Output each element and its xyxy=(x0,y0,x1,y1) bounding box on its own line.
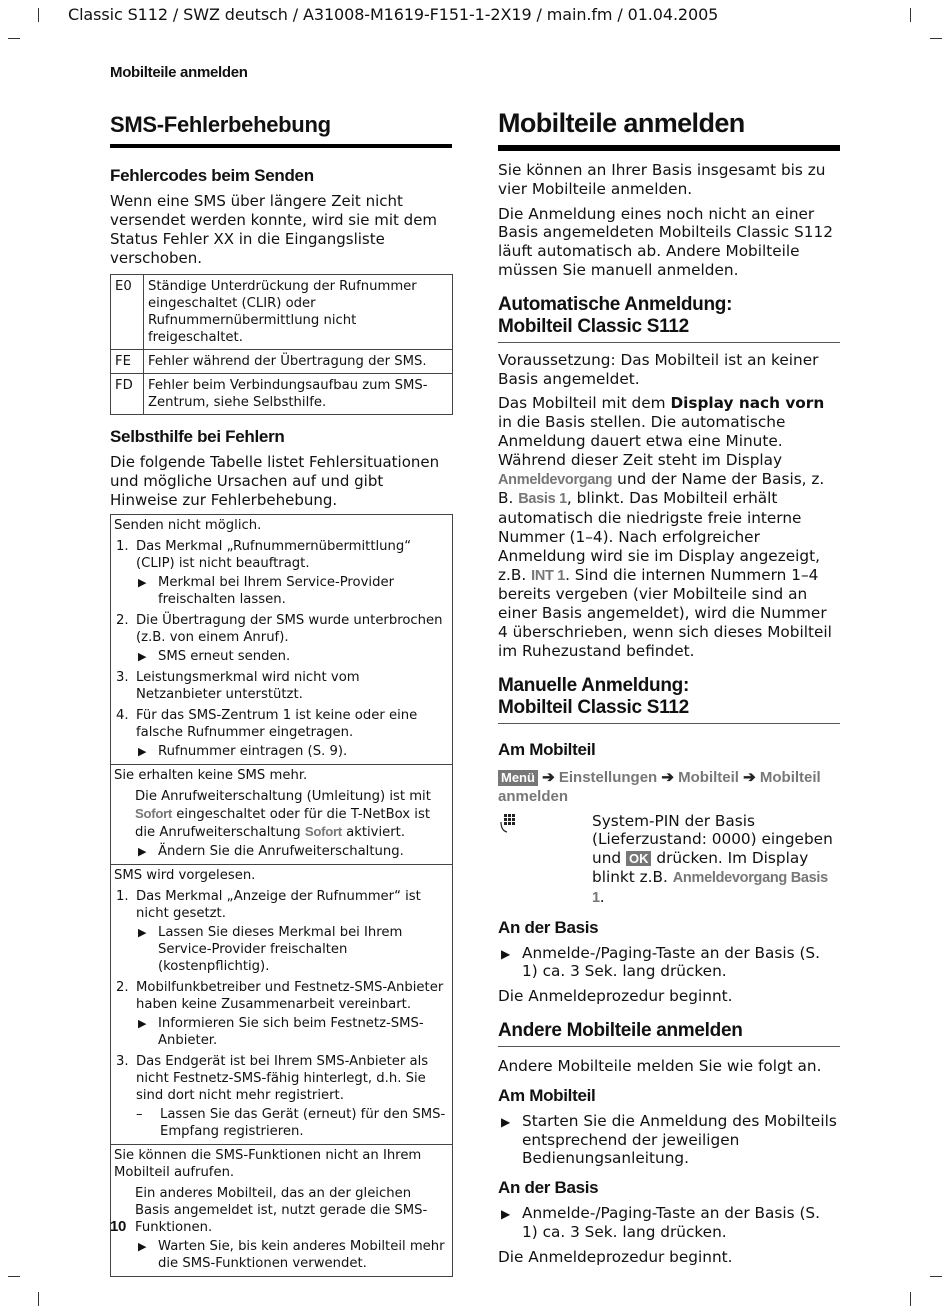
list-item: 1. Das Merkmal „Anzeige der Rufnummer“ ist nicht gesetzt. xyxy=(116,889,421,921)
problem-cause: Die Anrufweiterschaltung (Umleitung) ist mit Sofort eingeschaltet oder für die T-NetBox ist die Anrufweiterschaltung Sofort aktiviert. xyxy=(135,789,431,840)
list-item: ▶ SMS erneut senden. xyxy=(138,649,291,664)
arrow-right-icon: ➔ xyxy=(743,768,756,786)
problem-title: Sie können die SMS-Funktionen nicht an Ihrem Mobilteil aufrufen. xyxy=(114,1148,422,1180)
triangle-right-icon: ▶ xyxy=(501,1207,511,1222)
triangle-right-icon: ▶ xyxy=(501,1114,511,1129)
crop-mark xyxy=(910,1292,911,1306)
error-code: FE xyxy=(111,350,144,374)
list-item: – Lassen Sie das Gerät (erneut) für den SMS-Empfang registrieren. xyxy=(136,1107,446,1139)
menu-path: Menü ➔ Einstellungen ➔ Mobilteil ➔ Mobilteil anmelden xyxy=(498,768,821,805)
crop-mark xyxy=(8,1276,20,1277)
subheading-handset: Am Mobilteil xyxy=(498,739,596,759)
list-item: 3. Das Endgerät ist bei Ihrem SMS-Anbieter als nicht Festnetz-SMS-fähig hinterlegt, d.h. Sie sind dort nicht mehr registriert. xyxy=(116,1054,429,1103)
page-number: 10 xyxy=(110,1218,127,1235)
auto-registration-heading: Automatische Anmeldung: Mobilteil Classic S112 xyxy=(498,294,840,343)
keypad-icon xyxy=(498,812,520,834)
arrow-right-icon: ➔ xyxy=(661,768,674,786)
list-item: ▶ Anmelde-/Paging-Taste an der Basis (S. 1) ca. 3 Sek. lang drücken. xyxy=(501,943,820,981)
error-code-table xyxy=(110,274,453,415)
other-handsets-heading: Andere Mobilteile anmelden xyxy=(498,1020,840,1047)
crop-mark xyxy=(38,1292,39,1306)
subheading-handset: Am Mobilteil xyxy=(498,1085,596,1105)
error-codes-heading: Fehlercodes beim Senden xyxy=(110,166,314,185)
triangle-right-icon: ▶ xyxy=(138,1017,147,1030)
left-column xyxy=(110,112,452,1277)
list-item: ▶ Rufnummer eintragen (S. 9). xyxy=(138,744,348,759)
triangle-right-icon: ▶ xyxy=(138,576,147,589)
selfhelp-heading: Selbsthilfe bei Fehlern xyxy=(110,427,285,446)
list-item: ▶ Ändern Sie die Anrufweiterschaltung. xyxy=(138,844,404,859)
problem-title: Sie erhalten keine SMS mehr. xyxy=(114,768,308,783)
list-item: ▶ Merkmal bei Ihrem Service-Provider freischalten lassen. xyxy=(138,575,394,607)
error-description: Fehler während der Übertragung der SMS. xyxy=(144,350,453,374)
error-code: FD xyxy=(111,374,144,415)
list-item: 3. Leistungsmerkmal wird nicht vom Netzanbieter unterstützt. xyxy=(116,670,360,702)
triangle-right-icon: ▶ xyxy=(138,650,147,663)
triangle-right-icon: ▶ xyxy=(138,745,147,758)
table-row xyxy=(111,374,453,415)
ok-key: OK xyxy=(626,851,652,866)
triangle-right-icon: ▶ xyxy=(501,946,511,961)
right-column xyxy=(498,108,840,1266)
subheading-base: An der Basis xyxy=(498,1178,599,1198)
error-codes-intro: Wenn eine SMS über längere Zeit nicht versendet werden konnte, wird sie mit dem Status Fehler XX in die Eingangsliste verschoben. xyxy=(110,192,438,267)
list-item: ▶ Informieren Sie sich beim Festnetz-SMS-Anbieter. xyxy=(138,1016,424,1048)
menu-key: Menü xyxy=(498,770,538,786)
table-row xyxy=(111,275,453,350)
table-row xyxy=(111,1144,452,1276)
selfhelp-table xyxy=(110,514,453,1277)
crop-mark xyxy=(8,38,20,39)
list-item: ▶ Lassen Sie dieses Merkmal bei Ihrem Service-Provider freischalten (kostenpflichtig). xyxy=(138,925,403,974)
auto-description: Das Mobilteil mit dem Display nach vorn in die Basis stellen. Die automatische Anmeldung dauert etwa eine Minute. Während dieser Zeit steht im Display Anmeldevorgang und der Name der Basis, z. B. Basis 1, blinkt. Das Mobilteil erhält automatisch die niedrigste freie interne Nummer (1–4). Nach erfolgreicher Anmeldung wird sie im Display angezeigt, z.B. INT 1. Sind die internen Nummern 1–4 bereits vergeben (vier Mobilteile sind an einer Basis angemeldet), wird die Nummer 4 überschrieben, wenn sich dieses Mobilteil im Ruhezustand befindet. xyxy=(498,394,832,660)
problem-cause: Ein anderes Mobilteil, das an der gleichen Basis angemeldet ist, nutzt gerade die SMS-Funktionen. xyxy=(135,1186,428,1235)
triangle-right-icon: ▶ xyxy=(138,845,147,858)
list-item: ▶ Anmelde-/Paging-Taste an der Basis (S. 1) ca. 3 Sek. lang drücken. xyxy=(501,1204,820,1241)
file-header: Classic S112 / SWZ deutsch / A31008-M1619-F151-1-2X19 / main.fm / 01.04.2005 xyxy=(68,5,719,24)
error-description: Ständige Unterdrückung der Rufnummer eingeschaltet (CLIR) oder Rufnummernübermittlung nicht freigeschaltet. xyxy=(144,275,453,350)
subheading-base: An der Basis xyxy=(498,917,599,937)
result-text: Die Anmeldeprozedur beginnt. xyxy=(498,1247,733,1266)
list-item: 2. Die Übertragung der SMS wurde unterbrochen (z.B. von einem Anruf). xyxy=(116,613,443,645)
table-row xyxy=(111,764,452,864)
table-row xyxy=(111,515,452,764)
manual-registration-heading: Manuelle Anmeldung: Mobilteil Classic S112 xyxy=(498,675,840,724)
crop-mark xyxy=(930,38,942,39)
list-item: ▶ Starten Sie die Anmeldung des Mobilteils entsprechend der jeweiligen Bedienungsanleitung. xyxy=(501,1111,837,1168)
page-title: Mobilteile anmelden xyxy=(498,108,840,151)
table-row xyxy=(111,864,452,1144)
section-title: SMS-Fehlerbehebung xyxy=(110,112,452,148)
error-code: E0 xyxy=(111,275,144,350)
list-item: 4. Für das SMS-Zentrum 1 ist keine oder eine falsche Rufnummer eingetragen. xyxy=(116,708,418,740)
triangle-right-icon: ▶ xyxy=(138,1240,147,1253)
problem-title: Senden nicht möglich. xyxy=(114,518,262,533)
list-item: 1. Das Merkmal „Rufnummernübermittlung“ (CLIP) ist nicht beauftragt. xyxy=(116,539,412,571)
prerequisite: Voraussetzung: Das Mobilteil ist an keiner Basis angemeldet. xyxy=(498,350,819,388)
intro-paragraph: Die Anmeldung eines noch nicht an einer Basis angemeldeten Mobilteils Classic S112 läuft automatisch ab. Andere Mobilteile müssen Sie manuell anmelden. xyxy=(498,204,833,279)
list-item: 2. Mobilfunkbetreiber und Festnetz-SMS-Anbieter haben keine Zusammenarbeit vereinbart. xyxy=(116,980,444,1012)
list-item: ▶ Warten Sie, bis kein anderes Mobilteil mehr die SMS-Funktionen verwendet. xyxy=(138,1239,445,1271)
crop-mark xyxy=(930,1276,942,1277)
selfhelp-intro: Die folgende Tabelle listet Fehlersituationen und mögliche Ursachen auf und gibt Hinweise zur Fehlerbehebung. xyxy=(110,453,440,509)
running-title: Mobilteile anmelden xyxy=(110,64,248,81)
arrow-right-icon: ➔ xyxy=(542,768,555,786)
problem-title: SMS wird vorgelesen. xyxy=(114,868,256,883)
crop-mark xyxy=(38,8,39,22)
crop-mark xyxy=(910,8,911,22)
error-description: Fehler beim Verbindungsaufbau zum SMS-Zentrum, siehe Selbsthilfe. xyxy=(144,374,453,415)
pin-step: System-PIN der Basis (Lieferzustand: 0000) eingeben und OK drücken. Im Display blinkt z.B. Anmeldevorgang Basis 1. xyxy=(498,812,840,908)
other-intro: Andere Mobilteile melden Sie wie folgt an. xyxy=(498,1056,822,1075)
result-text: Die Anmeldeprozedur beginnt. xyxy=(498,987,733,1006)
table-row xyxy=(111,350,453,374)
intro-paragraph: Sie können an Ihrer Basis insgesamt bis zu vier Mobilteile anmelden. xyxy=(498,161,826,198)
triangle-right-icon: ▶ xyxy=(138,926,147,939)
